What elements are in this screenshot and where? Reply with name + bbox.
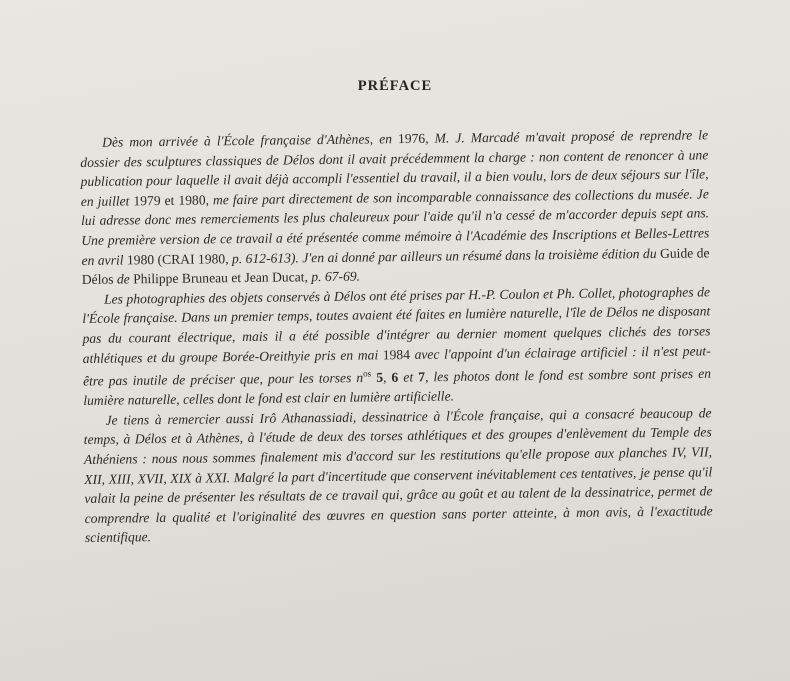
p2-torse-7: 7 <box>418 369 426 385</box>
page-title: PRÉFACE <box>357 78 433 94</box>
p2-text-k: , les photos dont le fond est sombre sont prises en lumière naturelle, celles dont le fond est clair en lumière artificielle. <box>83 365 712 409</box>
p2-text-a: Les photographies des objets conservés à Délos ont été prises par H.-P. Coulon et Ph. Collet, photographes de l'École française. Dans un premier temps, toutes avaient été faites en lumière naturelle, l'île de Délos ne disposant pas du courant électrique, mais il a été possible d'intégrer au dernier moment quelques clichés des torses athlétiques et du groupe Borée-Oreithyie pris en mai <box>82 284 711 366</box>
p1-guide-title: Guide de Délos <box>81 244 710 288</box>
p2-numero-sup: os <box>363 368 372 379</box>
p1-year-1979: 1979 <box>133 192 161 209</box>
p2-torse-5: 5 <box>376 369 384 386</box>
p2-torse-6: 6 <box>391 369 399 385</box>
p2-comma-1: , <box>382 369 392 385</box>
p1-text-a: Dès mon arrivée à l'École française d'Athènes, en <box>102 131 399 150</box>
p1-text-l: de <box>113 271 134 287</box>
paragraph-3 <box>83 403 713 548</box>
p2-text-c: avec l'appoint d'un éclairage artificiel : il n'est peut-être pas inutile de préciser que, pour les torses n <box>82 342 711 389</box>
p2-year-1984: 1984 <box>382 346 411 362</box>
p1-year-1976: 1976 <box>397 130 426 147</box>
p3-text: Je tiens à remercier aussi Irô Athanassiadi, dessinatrice à l'École française, qui a consacré beaucoup de temps, à Délos et à Athènes, à l'étude de deux des torses athlétiques et des groupes d'enlèvement du Temple des Athéniens : nous nous sommes finalement mis d'accord sur les restitutions qu'elle propose aux planches IV, VII, XII, XIII, XVII, XIX à XXI. Malgré la part d'incertitude que conservent inévitablement ces tentatives, je pense qu'il valait la peine de présenter les résultats de ce travail qui, grâce au goût et au talent de la dessinatrice, permet de comprendre la qualité et l'originalité des œuvres en question sans porter atteinte, à mon avis, à l'exactitude scientifique. <box>83 405 713 546</box>
p1-text-e: et <box>160 192 179 208</box>
p1-text-c: , M. J. Marcadé m'avait proposé de reprendre le dossier des sculptures classiques de Délos dont il avait précédemment la charge : non content de renoncer à une publication pour laquelle il avait déjà accompli l'essentiel du travail, il a bien voulu, lors de deux séjours sur l'île, en juillet <box>80 127 709 209</box>
preface-body <box>80 125 713 548</box>
p2-and: et <box>398 369 419 385</box>
paragraph-1 <box>80 125 710 289</box>
p1-text-j: J'en ai donné par ailleurs un résumé dans la troisième édition du <box>302 245 661 265</box>
p1-authors: Philippe Bruneau et Jean Ducat <box>133 269 305 287</box>
p1-crai-ref: 1980 (CRAI 1980 <box>126 250 226 267</box>
p1-text-g: , me faire part directement de son incomparable connaissance des collections du musée. Je lui adresse donc mes remerciements les plus chaleureux pour l'aide qu'il n'a cessé de m'accorder depuis sept ans. Une première version de ce travail a été présentée comme mémoire à l'Académie des Inscriptions et Belles-Lettres en avril <box>80 186 710 268</box>
p1-pages-ref: , p. 612-613). <box>225 249 303 266</box>
p1-year-1980: 1980 <box>178 192 206 208</box>
paragraph-2 <box>82 282 711 411</box>
p1-text-n: , p. 67-69. <box>304 268 361 285</box>
